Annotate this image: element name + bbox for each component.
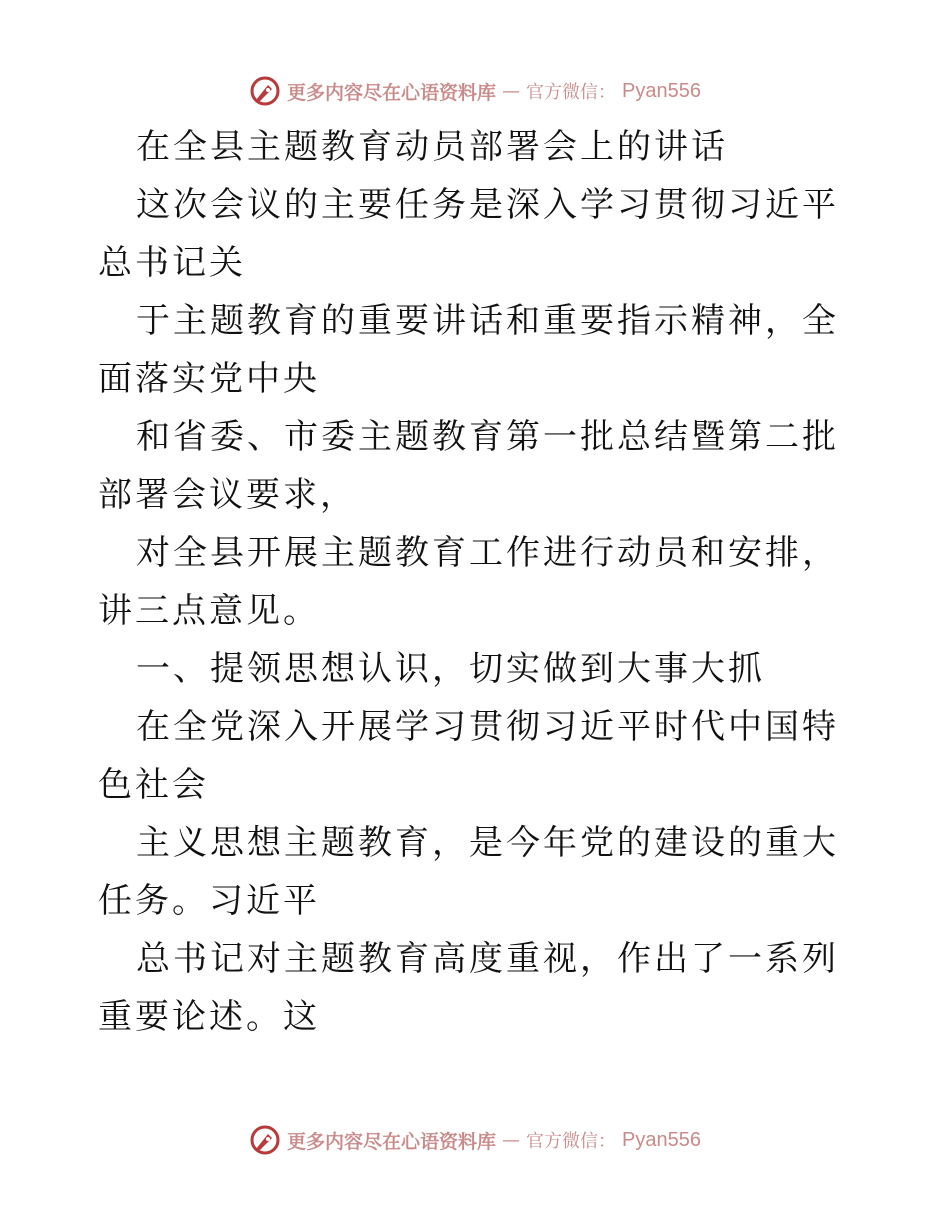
watermark-main-text: 更多内容尽在心语资料库 bbox=[287, 1130, 497, 1153]
paragraph: 主义思想主题教育，是今年党的建设的重大任务。习近平 bbox=[98, 823, 839, 921]
watermark-dash: — bbox=[502, 1129, 521, 1151]
section-heading: 一、提领思想认识，切实做到大事大抓 bbox=[136, 649, 765, 689]
document-body bbox=[98, 118, 858, 1046]
watermark-wechat-label: 官方微信： bbox=[526, 1131, 617, 1152]
footer-watermark bbox=[0, 1120, 950, 1160]
pen-logo-icon bbox=[249, 1124, 281, 1156]
watermark-wechat-id: Pyan556 bbox=[622, 1128, 701, 1151]
header-watermark bbox=[0, 71, 950, 111]
paragraph: 在全党深入开展学习贯彻习近平时代中国特色社会 bbox=[98, 707, 839, 805]
document-title: 在全县主题教育动员部署会上的讲话 bbox=[136, 127, 728, 167]
watermark-dash: — bbox=[502, 80, 521, 102]
paragraph: 对全县开展主题教育工作进行动员和安排，讲三点意见。 bbox=[98, 533, 839, 631]
watermark-main-text: 更多内容尽在心语资料库 bbox=[287, 81, 497, 104]
paragraph: 总书记对主题教育高度重视，作出了一系列重要论述。这 bbox=[98, 939, 839, 1037]
paragraph: 于主题教育的重要讲话和重要指示精神，全面落实党中央 bbox=[98, 301, 839, 399]
watermark-wechat-label: 官方微信： bbox=[526, 82, 617, 103]
pen-logo-icon bbox=[249, 75, 281, 107]
watermark-wechat-id: Pyan556 bbox=[622, 79, 701, 102]
paragraph: 和省委、市委主题教育第一批总结暨第二批部署会议要求， bbox=[98, 417, 839, 515]
paragraph: 这次会议的主要任务是深入学习贯彻习近平总书记关 bbox=[98, 185, 839, 283]
